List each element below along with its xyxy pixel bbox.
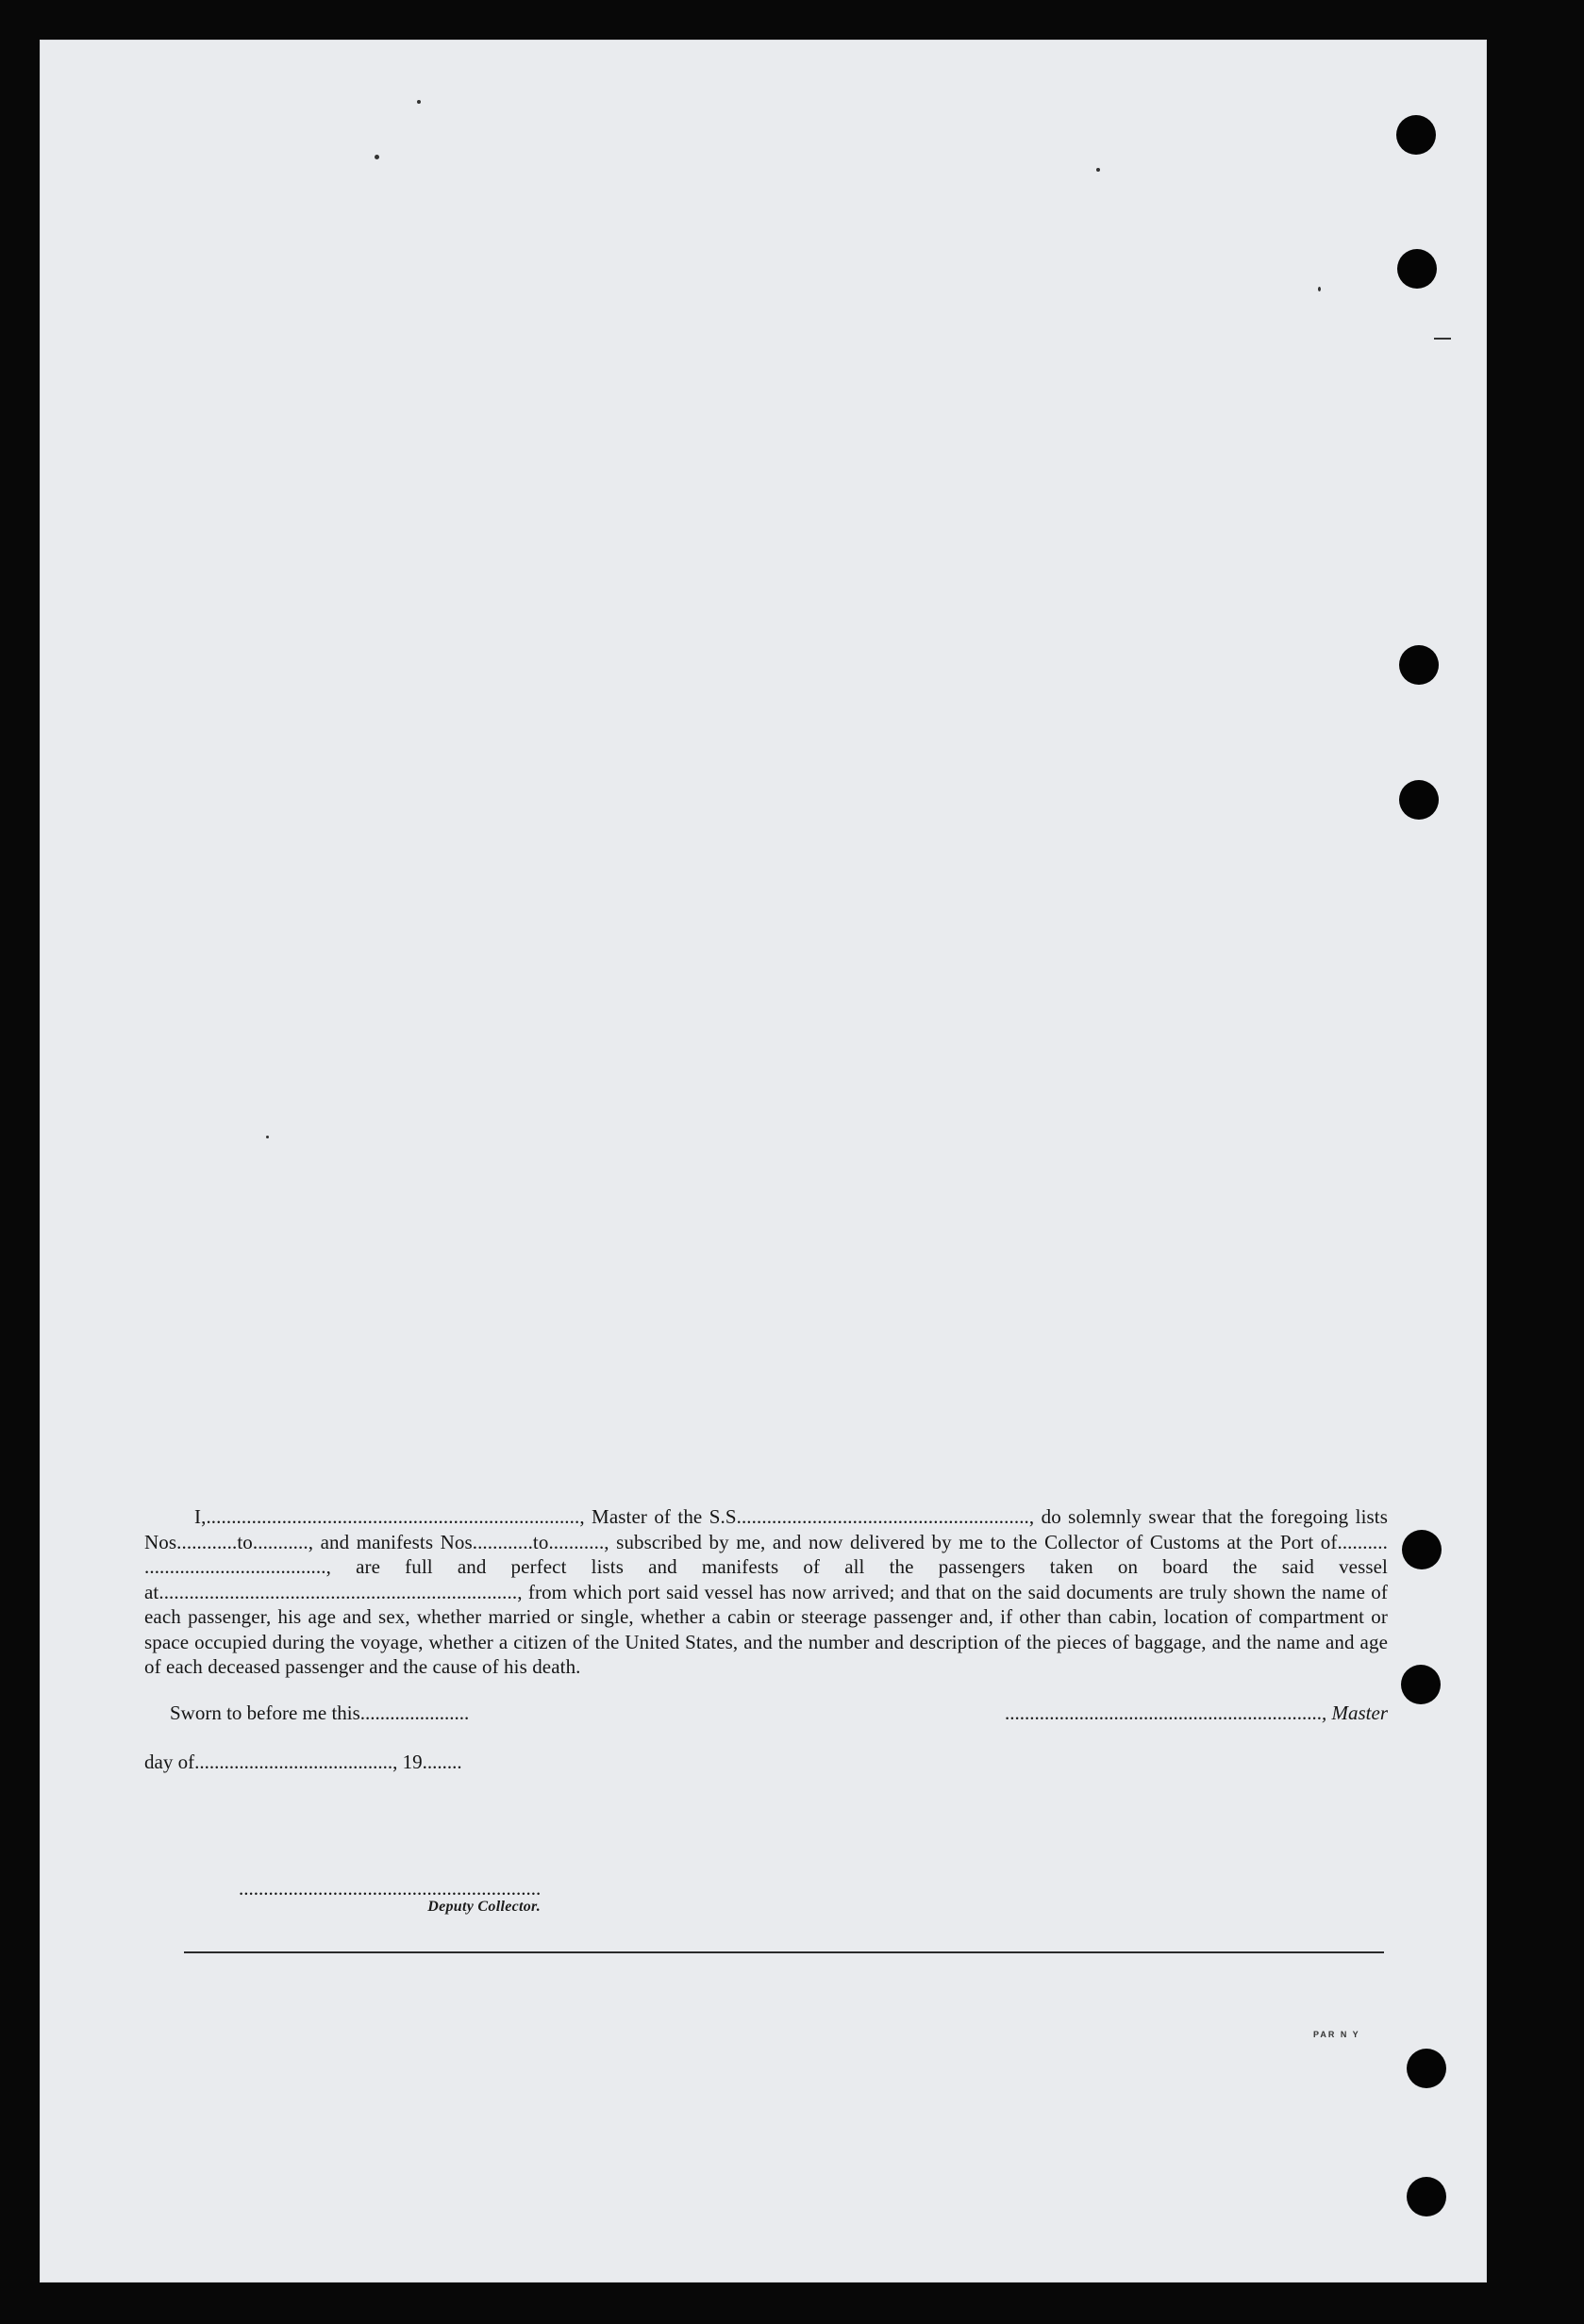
master-oath-paragraph: I,.........................................................................., Master of the S.S.........................................................., do solemnly swear that the foregoing lists Nos............to..........., and manifests Nos............to..........., subscribed by me, and now delivered by me to the Collector of Customs at the Port of.......... ...................................., are full and perfect lists and manifests of all the passengers taken on board the said vessel at......................................................................., from which port said vessel has now arrived; and that on the said documents are truly shown the name of each passenger, his age and sex, whether married or single, whether a cabin or steerage passenger and, if other than cabin, location of compartment or space occupied during the voyage, whether a citizen of the United States, and the number and description of the pieces of baggage, and the name and age of each deceased passenger and the cause of his death.	[144, 1505, 1388, 1678]
scan-speck	[1096, 168, 1100, 172]
punch-hole-2	[1397, 249, 1437, 289]
deputy-collector-signature	[239, 1877, 541, 1916]
scan-speck	[1434, 338, 1451, 340]
master-signature-line	[1005, 1701, 1388, 1726]
master-label: , Master	[1322, 1701, 1388, 1724]
master-signature-dots: ................................................................	[1005, 1701, 1322, 1724]
punch-hole-3	[1399, 645, 1439, 685]
punch-hole-6	[1401, 1665, 1441, 1704]
signature-row	[144, 1701, 1388, 1750]
day-of-row	[144, 1750, 1388, 1801]
scan-speck	[266, 1136, 269, 1138]
punch-hole-7	[1407, 2049, 1446, 2088]
printer-mark: PAR N Y	[1313, 2030, 1360, 2039]
oath-section	[144, 1504, 1388, 1801]
bottom-rule-line	[184, 1951, 1384, 1953]
punch-hole-8	[1407, 2177, 1446, 2216]
punch-hole-4	[1399, 780, 1439, 820]
document-page	[40, 40, 1487, 2282]
deputy-collector-label: Deputy Collector.	[427, 1899, 541, 1915]
scan-speck	[1318, 287, 1321, 291]
sworn-before-text: Sworn to before me this......................	[170, 1701, 470, 1724]
scan-speck	[417, 100, 421, 104]
punch-hole-1	[1396, 115, 1436, 155]
deputy-signature-dots: .............................................................	[239, 1877, 541, 1900]
scan-speck	[375, 155, 379, 159]
punch-hole-5	[1402, 1530, 1442, 1569]
day-of-text: day of........................................, 19........	[144, 1750, 462, 1773]
